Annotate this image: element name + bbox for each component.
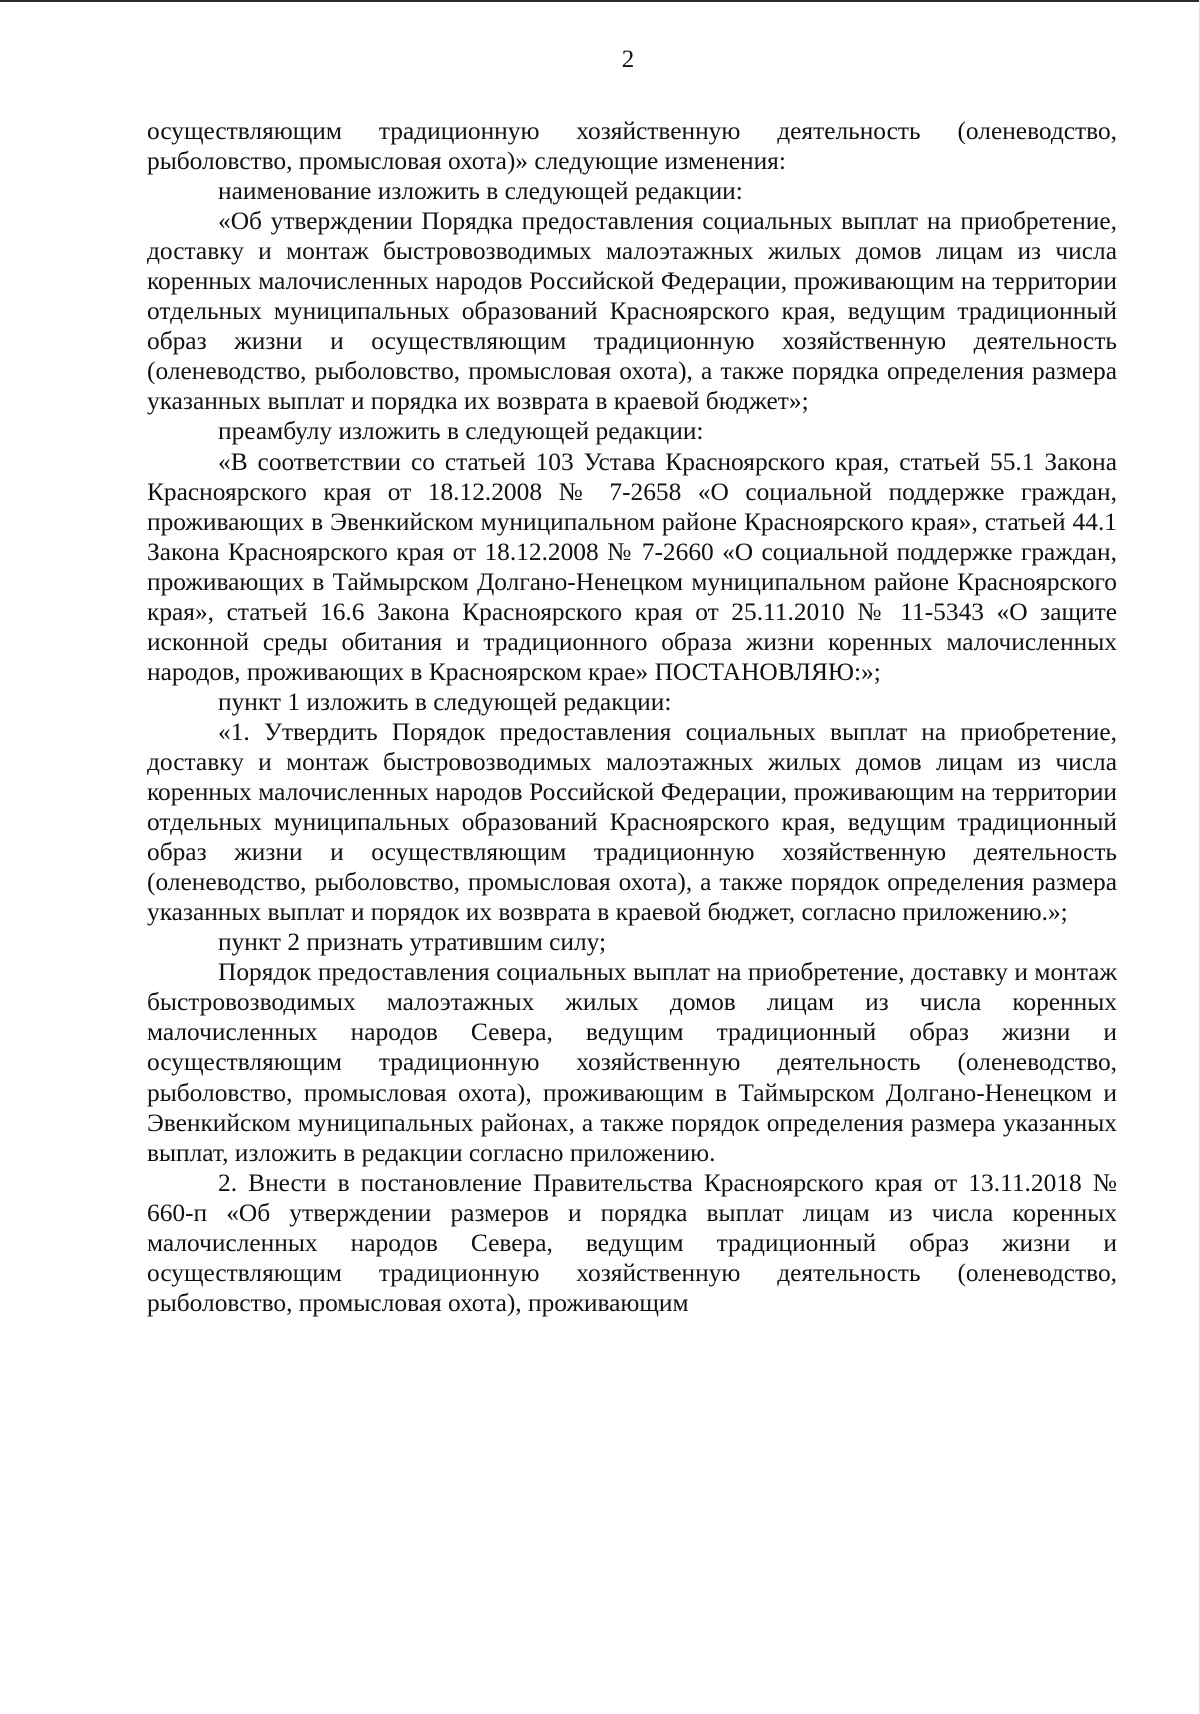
- page-number: 2: [621, 46, 635, 73]
- paragraph-continuation: осуществляющим традиционную хозяйственную деятельность (оленеводство, рыболовство, промысловая охота)» следующие изменения:: [147, 117, 1117, 176]
- scan-edge-top: [0, 0, 1200, 2]
- paragraph-title-change: наименование изложить в следующей редакции:: [218, 177, 743, 206]
- paragraph-procedure: Порядок предоставления социальных выплат на приобретение, доставку и монтаж быстровозводимых малоэтажных жилых домов лицам из числа коренных малочисленных народов Севера, ведущим традиционный образ жизни и осуществляющим традиционную хозяйственную деятельность (оленеводство, рыболовство, промысловая охота), проживающим в Таймырском Долгано-Ненецком и Эвенкийском муниципальных районах, а также порядок определения размера указанных выплат, изложить в редакции согласно приложению.: [147, 958, 1117, 1167]
- paragraph-new-title: «Об утверждении Порядка предоставления социальных выплат на приобретение, доставку и монтаж быстровозводимых малоэтажных жилых домов лицам из числа коренных малочисленных народов Российской Федерации, проживающим на территории отдельных муниципальных образований Красноярского края, ведущим традиционный образ жизни и осуществляющим традиционную хозяйственную деятельность (оленеводство, рыболовство, промысловая охота), а также порядка определения размера указанных выплат и порядка их возврата в краевой бюджет»;: [147, 207, 1117, 416]
- paragraph-item1-change: пункт 1 изложить в следующей редакции:: [218, 687, 672, 716]
- paragraph-new-preamble: «В соответствии со статьей 103 Устава Красноярского края, статьей 55.1 Закона Красноярского края от 18.12.2008 № 7-2658 «О социальной поддержке граждан, проживающих в Эвенкийском муниципальном районе Красноярского края», статьей 44.1 Закона Красноярского края от 18.12.2008 № 7-2660 «О социальной поддержке граждан, проживающих в Таймырском Долгано-Ненецком муниципальном районе Красноярского края», статьей 16.6 Закона Красноярского края от 25.11.2010 № 11-5343 «О защите исконной среды обитания и традиционного образа жизни коренных малочисленных народов, проживающих в Красноярском крае» ПОСТАНОВЛЯЮ:»;: [147, 447, 1117, 686]
- paragraph-item2-repeal: пункт 2 признать утратившим силу;: [218, 928, 607, 957]
- paragraph-item-2: 2. Внести в постановление Правительства Красноярского края от 13.11.2018 № 660-п «Об утверждении размеров и порядка выплат лицам из числа коренных малочисленных народов Севера, ведущим традиционный образ жизни и осуществляющим традиционную хозяйственную деятельность (оленеводство, рыболовство, промысловая охота), проживающим: [147, 1168, 1117, 1317]
- paragraph-new-item1: «1. Утвердить Порядок предоставления социальных выплат на приобретение, доставку и монтаж быстровозводимых малоэтажных жилых домов лицам из числа коренных малочисленных народов Российской Федерации, проживающим на территории отдельных муниципальных образований Красноярского края, ведущим традиционный образ жизни и осуществляющим традиционную хозяйственную деятельность (оленеводство, рыболовство, промысловая охота), а также порядок определения размера указанных выплат и порядок их возврата в краевой бюджет, согласно приложению.»;: [147, 717, 1117, 927]
- paragraph-preamble-change: преамбулу изложить в следующей редакции:: [218, 417, 704, 446]
- document-body: [147, 116, 1117, 1318]
